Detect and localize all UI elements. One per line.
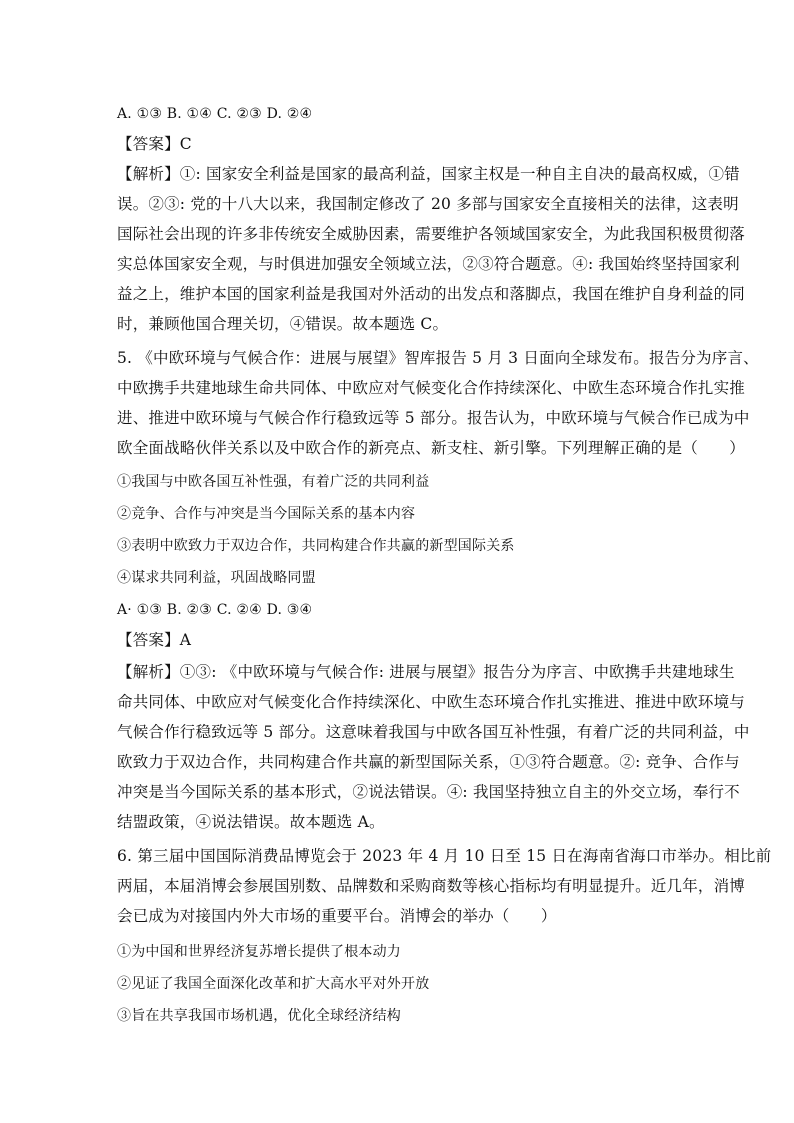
q5-analysis-line: 冲突是当今国际关系的基本形式，②说法错误。④: 我国坚持独立自主的外交立场，奉行不 (117, 783, 740, 801)
q5-item: ②竞争、合作与冲突是当今国际关系的基本内容 (117, 506, 416, 522)
q6-stem-line: 两届，本届消博会参展国别数、品牌数和采购商数等核心指标均有明显提升。近几年，消博 (117, 877, 746, 895)
q4-analysis-line: 国际社会出现的许多非传统安全威胁因素，需要维护各领域国家安全，为此我国积极贯彻落 (117, 225, 746, 243)
q6-stem-line: 6. 第三届中国国际消费品博览会于 2023 年 4 月 10 日至 15 日在海南省海口市举办。相比前 (117, 847, 772, 865)
q6-stem-line: 会已成为对接国内外大市场的重要平台。消博会的举办（ ） (117, 907, 557, 925)
q5-stem-line: 进、推进中欧环境与气候合作行稳致远等 5 部分。报告认为，中欧环境与气候合作已成为中 (117, 409, 750, 427)
q4-analysis-line: 误。②③: 党的十八大以来，我国制定修改了 20 多部与国家安全直接相关的法律，这表明 (117, 195, 739, 213)
q5-item: ③表明中欧致力于双边合作，共同构建合作共赢的新型国际关系 (117, 538, 515, 554)
q4-analysis-line: 【解析】①: 国家安全利益是国家的最高利益，国家主权是一种自主自决的最高权威，①错 (117, 165, 740, 183)
q5-stem-line: 欧全面战略伙伴关系以及中欧合作的新亮点、新支柱、新引擎。下列理解正确的是（ ） (117, 439, 746, 457)
q6-item: ②见证了我国全面深化改革和扩大高水平对外开放 (117, 976, 430, 992)
q4-analysis-line: 时，兼顾他国合理关切，④错误。故本题选 C。 (117, 315, 449, 333)
q5-stem-line: 5. 《中欧环境与气候合作：进展与展望》智库报告 5 月 3 日面向全球发布。报告分为序言、 (117, 349, 759, 367)
q5-analysis-line: 命共同体、中欧应对气候变化合作持续深化、中欧生态环境合作扎实推进、推进中欧环境与 (117, 693, 746, 711)
q5-analysis-line: 【解析】①③: 《中欧环境与气候合作: 进展与展望》报告分为序言、中欧携手共建地球生 (117, 663, 735, 681)
q5-analysis-line: 结盟政策，④说法错误。故本题选 A。 (117, 813, 385, 831)
q4-answer: 【答案】C (117, 135, 192, 153)
q4-analysis-line: 实总体国家安全观，与时俱进加强安全领域立法，②③符合题意。④: 我国始终坚持国家利 (117, 255, 740, 273)
q4-options: A. ①③ B. ①④ C. ②③ D. ②④ (117, 106, 313, 122)
q5-item: ④谋求共同利益，巩固战略同盟 (117, 570, 316, 586)
q5-stem-line: 中欧携手共建地球生命共同体、中欧应对气候变化合作持续深化、中欧生态环境合作扎实推 (117, 379, 746, 397)
q5-item: ①我国与中欧各国互补性强，有着广泛的共同利益 (117, 474, 430, 490)
q5-analysis-line: 气候合作行稳致远等 5 部分。这意味着我国与中欧各国互补性强，有着广泛的共同利益，中 (117, 723, 750, 741)
q4-analysis-line: 益之上，维护本国的国家利益是我国对外活动的出发点和落脚点，我国在维护自身利益的同 (117, 285, 746, 303)
q5-analysis-line: 欧致力于双边合作，共同构建合作共赢的新型国际关系，①③符合题意。②: 竞争、合作与 (117, 753, 740, 771)
q6-item: ③旨在共享我国市场机遇，优化全球经济结构 (117, 1008, 401, 1024)
q5-options: A· ①③ B. ②③ C. ②④ D. ③④ (117, 602, 313, 618)
q6-item: ①为中国和世界经济复苏增长提供了根本动力 (117, 944, 401, 960)
q5-answer: 【答案】A (117, 631, 192, 649)
